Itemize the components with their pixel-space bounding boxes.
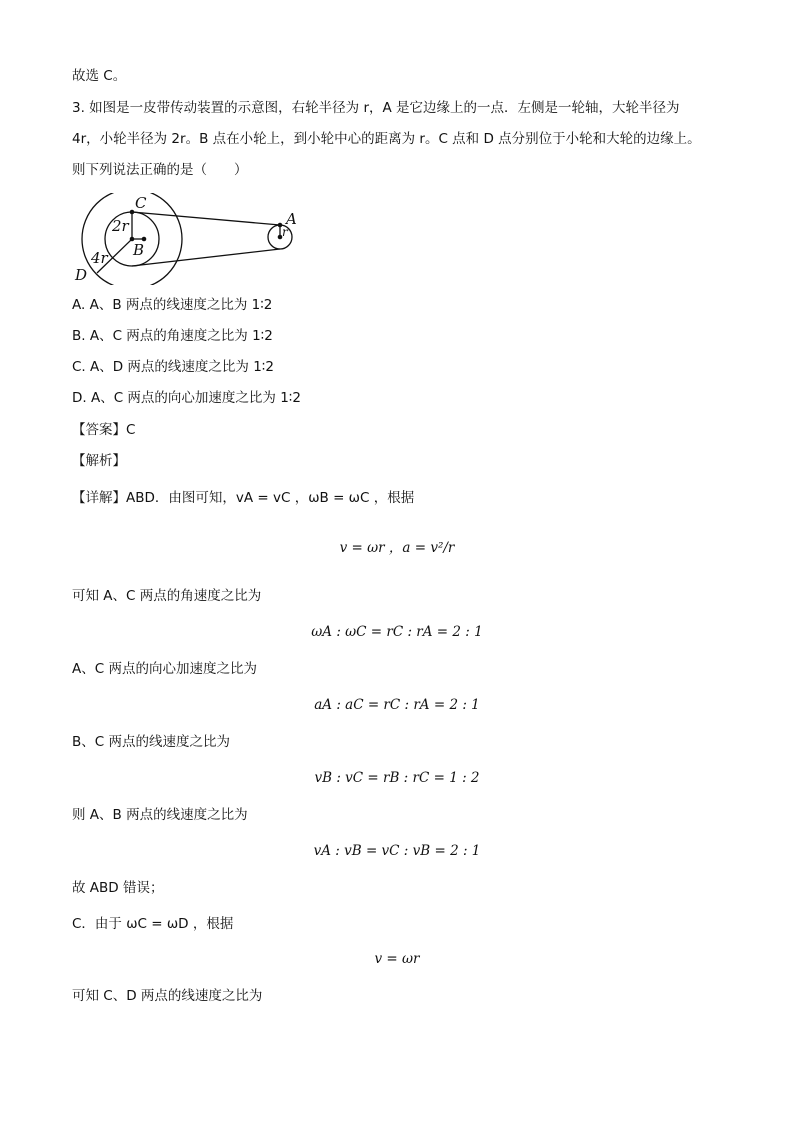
analysis-title: 【解析】 [72,453,126,469]
belt-drive-diagram [72,193,312,285]
detail-line: 【详解】ABD．由图可知，vA = vC ，ωB = ωC ，根据 [72,490,415,506]
text-option-c: C．由于 ωC = ωD ，根据 [72,916,234,932]
option-b: B. A、C 两点的角速度之比为 1∶2 [72,328,273,344]
label-4r: 4r [91,249,108,267]
option-c: C. A、D 两点的线速度之比为 1∶2 [72,359,274,375]
label-A: A [286,210,297,228]
text-ab-ratio: 则 A、B 两点的线速度之比为 [72,807,248,823]
formula-6: v = ωr [374,951,420,967]
label-D: D [75,266,88,284]
formula-5: vA : vB = vC : vB = 2 : 1 [313,843,481,859]
text-angular-ratio: 可知 A、C 两点的角速度之比为 [72,588,262,604]
belt-bottom [132,249,280,266]
label-2r: 2r [112,217,129,235]
label-B: B [133,241,145,259]
point-C [130,210,135,215]
text-cd-ratio: 可知 C、D 两点的线速度之比为 [72,988,263,1004]
text-accel-ratio: A、C 两点的向心加速度之比为 [72,661,257,677]
question-line-1: 3. 如图是一皮带传动装置的示意图，右轮半径为 r，A 是它边缘上的一点．左侧是一轮轴，大轮半径为 [72,100,680,116]
label-C: C [135,194,147,212]
formula-3: aA : aC = rC : rA = 2 : 1 [314,697,480,713]
text-abd-wrong: 故 ABD 错误； [72,880,164,896]
option-d: D. A、C 两点的向心加速度之比为 1∶2 [72,390,301,406]
label-r: r [282,225,288,239]
question-line-3: 则下列说法正确的是（ ） [72,162,248,178]
question-line-2: 4r，小轮半径为 2r。B 点在小轮上，到小轮中心的距离为 r。C 点和 D 点分别位于小轮和大轮的边缘上。 [72,131,701,147]
formula-4: vB : vC = rB : rC = 1 : 2 [314,770,480,786]
option-a: A. A、B 两点的线速度之比为 1∶2 [72,297,273,313]
formula-1: v = ωr ，a = v²/r [339,540,455,556]
text-bc-ratio: B、C 两点的线速度之比为 [72,734,230,750]
previous-answer-line: 故选 C。 [72,68,127,84]
formula-2: ωA : ωC = rC : rA = 2 : 1 [311,624,483,640]
answer-line: 【答案】C [72,422,136,438]
